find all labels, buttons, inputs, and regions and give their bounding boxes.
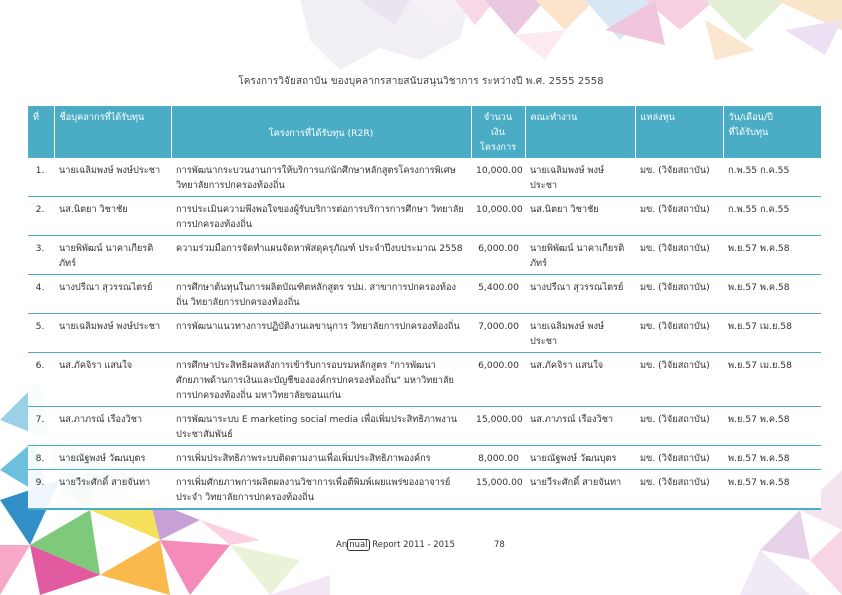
cell-no: 1. [28,158,54,197]
cell-project: ความร่วมมือการจัดทำแผนจัดหาพัสดุครุภัณฑ์ ประจำปีงบประมาณ 2558 [171,236,471,275]
cell-amount: 8,000.00 [471,446,525,470]
header-project [171,106,471,158]
header-amount-line3: โครงการ [479,142,517,153]
header-source: แหล่งทุน [635,106,723,158]
cell-project: การพัฒนากระบวนงานการให้บริการแก่นักศึกษาหลักสูตรโครงการพิเศษวิทยาลัยการปกครองท้องถิ่น [171,158,471,197]
table-row [28,353,821,407]
table-row [28,158,821,197]
cell-person: นางปรีณา สุวรรณไตรย์ [54,275,171,314]
cell-source: มข. (วิจัยสถาบัน) [635,470,723,510]
footer-report-boxed: nual [349,540,368,550]
cell-source: มข. (วิจัยสถาบัน) [635,236,723,275]
cell-source: มข. (วิจัยสถาบัน) [635,314,723,353]
cell-source: มข. (วิจัยสถาบัน) [635,407,723,446]
cell-amount: 15,000.00 [471,470,525,510]
cell-no: 6. [28,353,54,407]
table-row [28,470,821,510]
table-row [28,236,821,275]
cell-amount: 7,000.00 [471,314,525,353]
cell-amount: 10,000.00 [471,158,525,197]
page-number: 78 [494,540,505,550]
cell-no: 7. [28,407,54,446]
cell-no: 2. [28,197,54,236]
cell-person: นายเฉลิมพงษ์ พงษ์ประชา [54,158,171,197]
table-row [28,197,821,236]
cell-date: พ.ย.57 พ.ค.58 [723,470,821,510]
header-person: ชื่อบุคลากรที่ได้รับทุน [54,106,171,158]
table-row [28,407,821,446]
table-header-row [28,106,821,158]
cell-amount: 15,000.00 [471,407,525,446]
cell-no: 4. [28,275,54,314]
cell-team: นายวีระศักดิ์ สายจันทา [525,470,635,510]
cell-person: นายพิพัฒน์ นาคาเกียรติภัทร์ [54,236,171,275]
cell-amount: 6,000.00 [471,236,525,275]
header-amount [471,106,525,158]
cell-project: การพัฒนาระบบ E marketing social media เพื่อเพิ่มประสิทธิภาพงานประชาสัมพันธ์ [171,407,471,446]
cell-date: ก.พ.55 ก.ค.55 [723,158,821,197]
cell-project: การศึกษาประสิทธิผลหลังการเข้ารับการอบรมหลักสูตร "การพัฒนาศักยภาพด้านการเงินและบัญชีขององค์กรปกครองท้องถิ่น" มหาวิทยาลัยการปกครองท้องถิ่น มหาวิทยาลัยขอนแก่น [171,353,471,407]
cell-team: นางปรีณา สุวรรณไตรย์ [525,275,635,314]
table-row [28,275,821,314]
top-decoration [300,0,470,75]
cell-team: นายเฉลิมพงษ์ พงษ์ประชา [525,314,635,353]
cell-date: พ.ย.57 เม.ย.58 [723,314,821,353]
cell-team: นายพิพัฒน์ นาคาเกียรติภัทร์ [525,236,635,275]
cell-amount: 6,000.00 [471,353,525,407]
cell-no: 5. [28,314,54,353]
cell-source: มข. (วิจัยสถาบัน) [635,446,723,470]
cell-project: การศึกษาต้นทุนในการผลิตบัณฑิตหลักสูตร รปม. สาขาการปกครองท้องถิ่น วิทยาลัยการปกครองท้องถิ่น [171,275,471,314]
cell-team: นายณัฐพงษ์ วัฒนบุตร [525,446,635,470]
header-date-line2: ที่ได้รับทุน [728,127,769,138]
header-team: คณะทำงาน [525,106,635,158]
cell-date: ก.พ.55 ก.ค.55 [723,197,821,236]
cell-date: พ.ย.57 พ.ค.58 [723,275,821,314]
cell-person: นส.นิตยา วิชาชัย [54,197,171,236]
header-date [723,106,821,158]
cell-team: นส.ภัคจิรา แสนใจ [525,353,635,407]
table-row [28,314,821,353]
cell-date: พ.ย.57 เม.ย.58 [723,353,821,407]
table-row [28,446,821,470]
cell-date: พ.ย.57 พ.ค.58 [723,446,821,470]
header-amount-line2: เงิน [491,127,505,138]
cell-person: นายณัฐพงษ์ วัฒนบุตร [54,446,171,470]
page-title: โครงการวิจัยสถาบัน ของบุคลากรสายสนับสนุนวิชาการ ระหว่างปี พ.ศ. 2555 2558 [238,76,604,87]
cell-team: นายเฉลิมพงษ์ พงษ์ประชา [525,158,635,197]
cell-amount: 5,400.00 [471,275,525,314]
header-no: ที่ [28,106,54,158]
cell-project: การเพิ่มประสิทธิภาพระบบติดตามงานเพื่อเพิ่มประสิทธิภาพองค์กร [171,446,471,470]
cell-person: นส.ภาภรณ์ เรืองวิชา [54,407,171,446]
top-right-decoration [455,0,842,80]
cell-no: 8. [28,446,54,470]
cell-date: พ.ย.57 พ.ค.58 [723,407,821,446]
cell-date: พ.ย.57 พ.ค.58 [723,236,821,275]
research-table [28,106,821,510]
cell-project: การพัฒนาแนวทางการปฏิบัติงานเลขานุการ วิทยาลัยการปกครองท้องถิ่น [171,314,471,353]
cell-team: นส.นิตยา วิชาชัย [525,197,635,236]
cell-source: มข. (วิจัยสถาบัน) [635,158,723,197]
cell-person: นายเฉลิมพงษ์ พงษ์ประชา [54,314,171,353]
cell-team: นส.ภาภรณ์ เรืองวิชา [525,407,635,446]
footer-report-pre: An [336,540,348,550]
footer-report-label [336,540,455,550]
header-project-label: โครงการที่ได้รับทุน (R2R) [268,128,374,139]
cell-no: 3. [28,236,54,275]
footer-report-post: Report 2011 - 2015 [369,540,455,550]
cell-source: มข. (วิจัยสถาบัน) [635,353,723,407]
cell-source: มข. (วิจัยสถาบัน) [635,275,723,314]
cell-project: การเพิ่มศักยภาพการผลิตผลงานวิชาการเพื่อตีพิมพ์เผยแพร่ของอาจารย์ประจำ วิทยาลัยการปกครองท้องถิ่น [171,470,471,510]
cell-no: 9. [28,470,54,510]
cell-amount: 10,000.00 [471,197,525,236]
cell-source: มข. (วิจัยสถาบัน) [635,197,723,236]
cell-person: นายวีระศักดิ์ สายจันทา [54,470,171,510]
cell-person: นส.ภัคจิรา แสนใจ [54,353,171,407]
header-amount-line1: จำนวน [483,112,513,123]
cell-project: การประเมินความพึงพอใจของผู้รับบริการต่อการบริการการศึกษา วิทยาลัยการปกครองท้องถิ่น [171,197,471,236]
header-date-line1: วัน/เดือน/ปี [728,112,773,123]
